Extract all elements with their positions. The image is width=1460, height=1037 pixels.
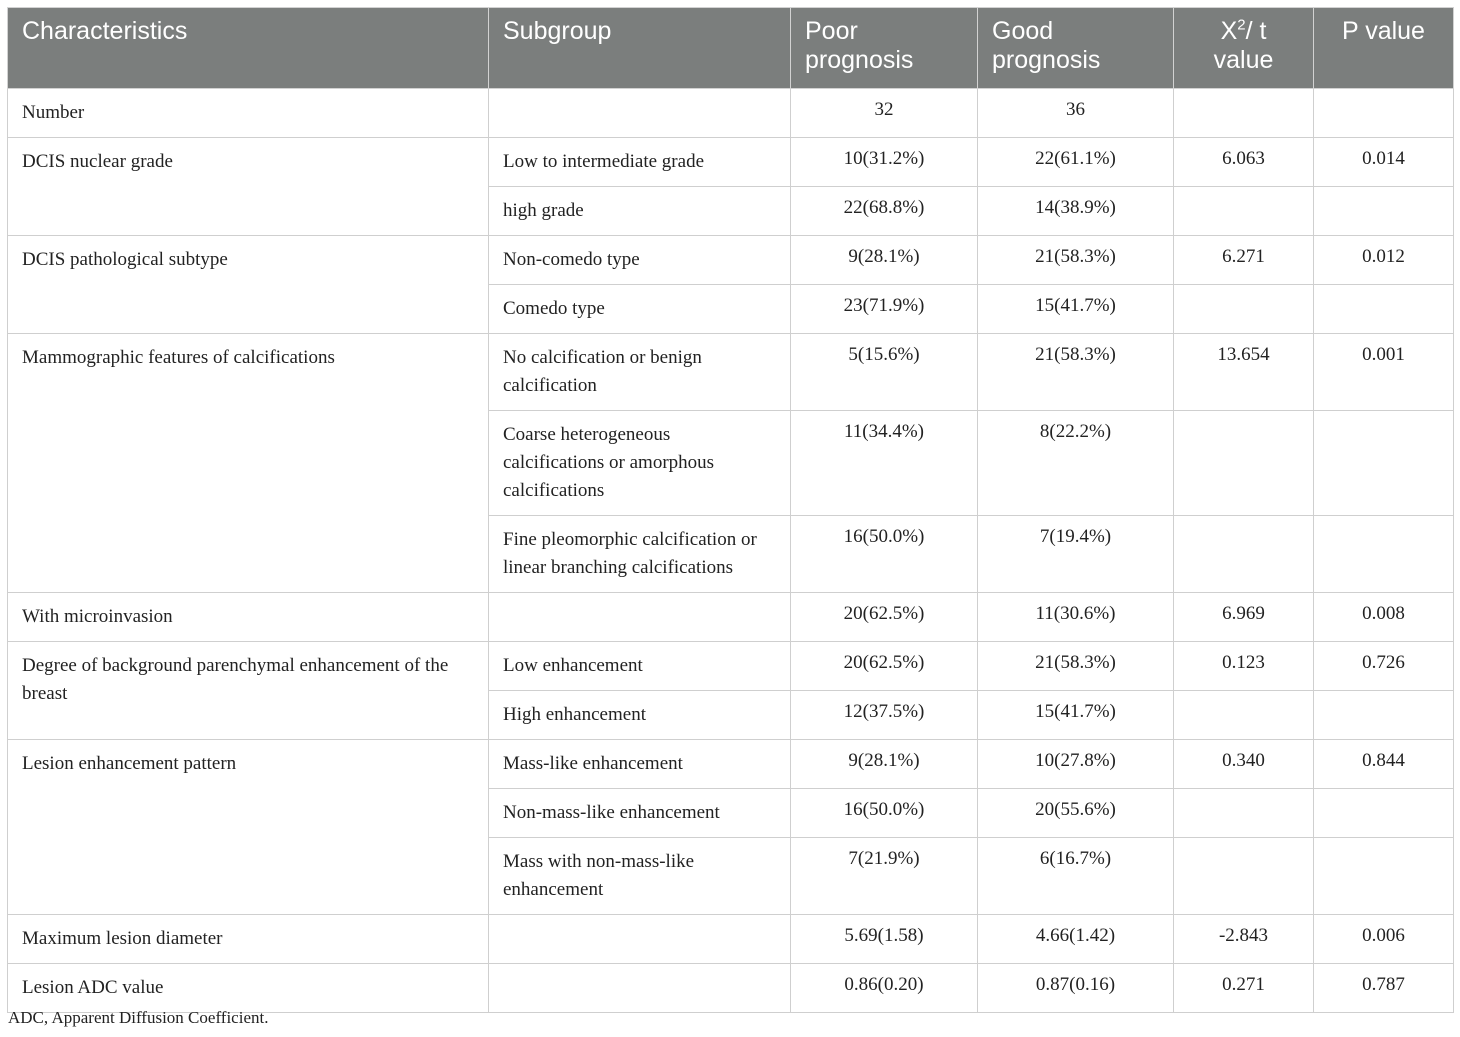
header-characteristics: Characteristics [8, 8, 489, 89]
cell-statistic [1174, 838, 1314, 915]
cell-good: 7(19.4%) [978, 516, 1174, 593]
cell-characteristic: Number [8, 89, 489, 138]
cell-good: 15(41.7%) [978, 691, 1174, 740]
cell-subgroup: Low enhancement [489, 642, 791, 691]
cell-poor: 12(37.5%) [791, 691, 978, 740]
table-footnote: ADC, Apparent Diffusion Coefficient. [8, 1008, 269, 1027]
cell-subgroup: Low to intermediate grade [489, 138, 791, 187]
cell-subgroup [489, 915, 791, 964]
cell-subgroup [489, 593, 791, 642]
cell-statistic: 0.123 [1174, 642, 1314, 691]
cell-p-value: 0.014 [1314, 138, 1454, 187]
cell-poor: 5.69(1.58) [791, 915, 978, 964]
table-row [8, 964, 1454, 1013]
cell-subgroup [489, 964, 791, 1013]
cell-statistic [1174, 516, 1314, 593]
cell-statistic [1174, 187, 1314, 236]
cell-good: 22(61.1%) [978, 138, 1174, 187]
cell-poor: 9(28.1%) [791, 740, 978, 789]
header-poor-prognosis: Poor prognosis [791, 8, 978, 89]
cell-statistic [1174, 691, 1314, 740]
cell-poor: 23(71.9%) [791, 285, 978, 334]
cell-subgroup: high grade [489, 187, 791, 236]
cell-good: 21(58.3%) [978, 642, 1174, 691]
cell-good: 20(55.6%) [978, 789, 1174, 838]
cell-p-value [1314, 838, 1454, 915]
cell-p-value: 0.001 [1314, 334, 1454, 411]
cell-p-value [1314, 285, 1454, 334]
header-statistic-x: X [1220, 17, 1238, 45]
cell-good: 36 [978, 89, 1174, 138]
cell-poor: 5(15.6%) [791, 334, 978, 411]
cell-statistic: 13.654 [1174, 334, 1314, 411]
cell-subgroup: Comedo type [489, 285, 791, 334]
cell-characteristic: Maximum lesion diameter [8, 915, 489, 964]
cell-poor: 9(28.1%) [791, 236, 978, 285]
cell-statistic: 6.969 [1174, 593, 1314, 642]
cell-p-value [1314, 691, 1454, 740]
header-statistic [1174, 8, 1314, 89]
cell-subgroup [489, 89, 791, 138]
cell-p-value: 0.726 [1314, 642, 1454, 691]
cell-poor: 20(62.5%) [791, 593, 978, 642]
cell-poor: 10(31.2%) [791, 138, 978, 187]
cell-good: 11(30.6%) [978, 593, 1174, 642]
cell-p-value: 0.787 [1314, 964, 1454, 1013]
cell-subgroup: Mass-like enhancement [489, 740, 791, 789]
cell-p-value: 0.008 [1314, 593, 1454, 642]
table-row [8, 334, 1454, 411]
cell-characteristic: Mammographic features of calcifications [8, 334, 489, 593]
table-row [8, 593, 1454, 642]
cell-statistic: 0.271 [1174, 964, 1314, 1013]
cell-characteristic: DCIS nuclear grade [8, 138, 489, 236]
table-row [8, 740, 1454, 789]
cell-statistic [1174, 89, 1314, 138]
cell-p-value: 0.012 [1314, 236, 1454, 285]
header-statistic-superscript: 2 [1237, 16, 1246, 34]
table-row [8, 236, 1454, 285]
cell-poor: 16(50.0%) [791, 789, 978, 838]
table-row [8, 642, 1454, 691]
cell-characteristic: Degree of background parenchymal enhancement of the breast [8, 642, 489, 740]
cell-statistic [1174, 285, 1314, 334]
table-row [8, 138, 1454, 187]
cell-subgroup: Non-comedo type [489, 236, 791, 285]
cell-p-value: 0.006 [1314, 915, 1454, 964]
cell-statistic: 0.340 [1174, 740, 1314, 789]
header-subgroup: Subgroup [489, 8, 791, 89]
cell-poor: 22(68.8%) [791, 187, 978, 236]
cell-good: 21(58.3%) [978, 236, 1174, 285]
cell-poor: 11(34.4%) [791, 411, 978, 516]
cell-statistic: -2.843 [1174, 915, 1314, 964]
cell-good: 8(22.2%) [978, 411, 1174, 516]
cell-poor: 16(50.0%) [791, 516, 978, 593]
header-good-prognosis: Good prognosis [978, 8, 1174, 89]
cell-characteristic: Lesion enhancement pattern [8, 740, 489, 915]
cell-good: 6(16.7%) [978, 838, 1174, 915]
data-table-container [7, 7, 1453, 1013]
cell-p-value [1314, 89, 1454, 138]
cell-characteristic: DCIS pathological subtype [8, 236, 489, 334]
cell-subgroup: No calcification or benign calcification [489, 334, 791, 411]
cell-statistic: 6.063 [1174, 138, 1314, 187]
cell-characteristic: With microinvasion [8, 593, 489, 642]
cell-p-value [1314, 187, 1454, 236]
cell-p-value: 0.844 [1314, 740, 1454, 789]
cell-p-value [1314, 516, 1454, 593]
table-row [8, 89, 1454, 138]
cell-poor: 32 [791, 89, 978, 138]
cell-good: 4.66(1.42) [978, 915, 1174, 964]
header-statistic-rest: / t value [1213, 17, 1274, 74]
header-row [8, 8, 1454, 89]
cell-good: 15(41.7%) [978, 285, 1174, 334]
cell-good: 21(58.3%) [978, 334, 1174, 411]
cell-good: 14(38.9%) [978, 187, 1174, 236]
cell-characteristic: Lesion ADC value [8, 964, 489, 1013]
cell-subgroup: Non-mass-like enhancement [489, 789, 791, 838]
cell-poor: 20(62.5%) [791, 642, 978, 691]
cell-good: 10(27.8%) [978, 740, 1174, 789]
cell-subgroup: Coarse heterogeneous calcifications or amorphous calcifications [489, 411, 791, 516]
table-body [8, 89, 1454, 1013]
cell-good: 0.87(0.16) [978, 964, 1174, 1013]
header-p-value: P value [1314, 8, 1454, 89]
cell-statistic: 6.271 [1174, 236, 1314, 285]
cell-statistic [1174, 411, 1314, 516]
table-row [8, 915, 1454, 964]
table-header [8, 8, 1454, 89]
cell-p-value [1314, 411, 1454, 516]
cell-subgroup: Fine pleomorphic calcification or linear branching calcifications [489, 516, 791, 593]
cell-statistic [1174, 789, 1314, 838]
cell-p-value [1314, 789, 1454, 838]
cell-subgroup: Mass with non-mass-like enhancement [489, 838, 791, 915]
cell-poor: 0.86(0.20) [791, 964, 978, 1013]
results-table [7, 7, 1454, 1013]
cell-poor: 7(21.9%) [791, 838, 978, 915]
cell-subgroup: High enhancement [489, 691, 791, 740]
